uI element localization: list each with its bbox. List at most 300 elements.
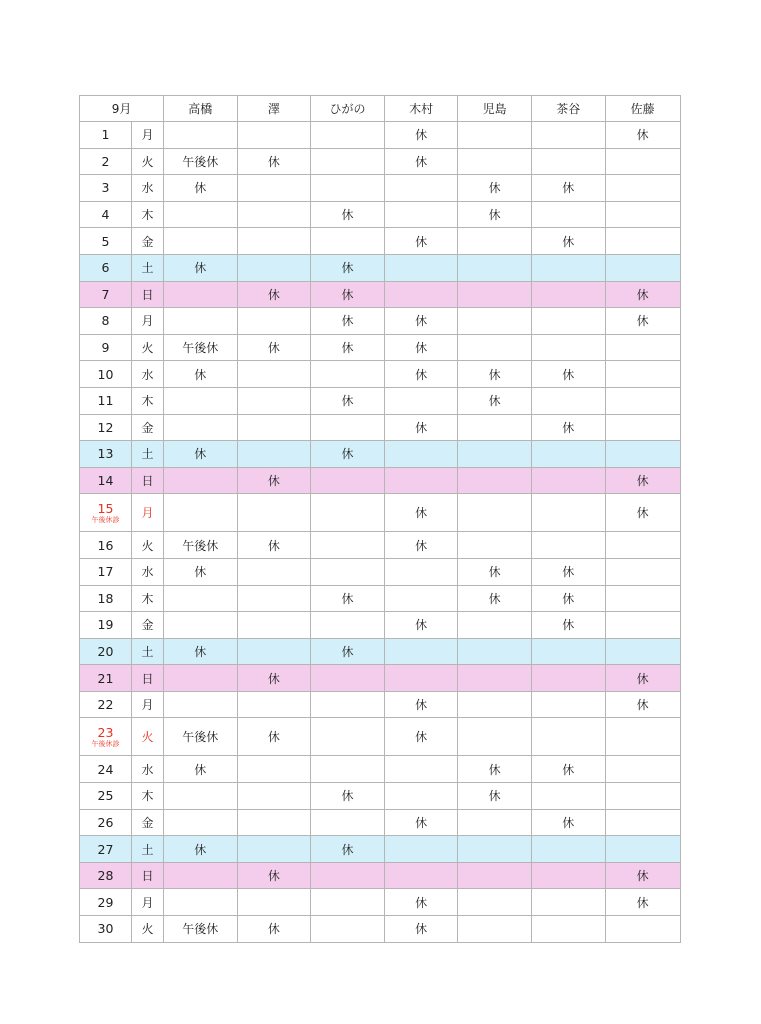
weekday-cell: 月 <box>132 889 164 916</box>
status-cell: 午後休 <box>164 916 238 943</box>
status-cell: 休 <box>237 532 311 559</box>
status-cell: 休 <box>311 308 385 335</box>
status-cell <box>237 809 311 836</box>
status-cell <box>605 756 680 783</box>
day-cell <box>80 334 132 361</box>
schedule-row <box>80 308 681 335</box>
schedule-row <box>80 889 681 916</box>
status-cell <box>458 889 532 916</box>
weekday-cell: 日 <box>132 467 164 494</box>
day-number: 16 <box>97 537 114 553</box>
status-cell <box>605 718 680 756</box>
status-cell <box>605 612 680 639</box>
status-cell <box>164 494 238 532</box>
weekday-cell: 火 <box>132 334 164 361</box>
weekday-cell: 月 <box>132 494 164 532</box>
status-cell <box>605 585 680 612</box>
status-cell <box>458 836 532 863</box>
day-cell <box>80 532 132 559</box>
schedule-row <box>80 756 681 783</box>
status-cell <box>531 691 605 718</box>
status-cell <box>531 718 605 756</box>
schedule-body <box>80 122 681 943</box>
status-cell <box>311 494 385 532</box>
day-number: 29 <box>97 894 114 910</box>
status-cell: 休 <box>164 175 238 202</box>
status-cell <box>164 201 238 228</box>
status-cell <box>531 862 605 889</box>
status-cell <box>605 836 680 863</box>
status-cell <box>237 254 311 281</box>
status-cell: 午後休 <box>164 718 238 756</box>
status-cell <box>164 783 238 810</box>
status-cell <box>384 665 458 692</box>
day-number: 2 <box>101 153 110 169</box>
weekday-cell: 火 <box>132 148 164 175</box>
status-cell <box>311 665 385 692</box>
staff-header: 茶谷 <box>531 96 605 122</box>
weekday-cell: 土 <box>132 638 164 665</box>
status-cell <box>531 334 605 361</box>
staff-header: 高橋 <box>164 96 238 122</box>
schedule-row <box>80 494 681 532</box>
status-cell: 休 <box>531 414 605 441</box>
status-cell <box>237 691 311 718</box>
weekday-cell: 月 <box>132 308 164 335</box>
day-number: 3 <box>101 180 110 196</box>
status-cell <box>531 889 605 916</box>
status-cell <box>458 916 532 943</box>
status-cell: 休 <box>384 889 458 916</box>
day-cell <box>80 228 132 255</box>
status-cell <box>458 809 532 836</box>
day-cell <box>80 414 132 441</box>
status-cell: 休 <box>458 558 532 585</box>
day-number: 26 <box>97 814 114 830</box>
status-cell: 休 <box>237 916 311 943</box>
day-number: 9 <box>101 340 110 356</box>
schedule-row <box>80 228 681 255</box>
status-cell: 休 <box>458 175 532 202</box>
schedule-row <box>80 201 681 228</box>
status-cell <box>531 836 605 863</box>
status-cell <box>531 441 605 468</box>
status-cell: 休 <box>311 281 385 308</box>
status-cell <box>605 387 680 414</box>
status-cell <box>164 281 238 308</box>
day-number: 10 <box>97 366 114 382</box>
day-cell <box>80 691 132 718</box>
status-cell <box>605 254 680 281</box>
status-cell <box>605 148 680 175</box>
status-cell: 午後休 <box>164 532 238 559</box>
status-cell <box>531 467 605 494</box>
status-cell: 休 <box>384 228 458 255</box>
status-cell <box>164 585 238 612</box>
status-cell: 休 <box>605 889 680 916</box>
day-cell <box>80 201 132 228</box>
day-number: 11 <box>97 393 114 409</box>
status-cell: 休 <box>605 122 680 149</box>
status-cell: 休 <box>384 414 458 441</box>
schedule-row <box>80 175 681 202</box>
status-cell <box>311 612 385 639</box>
status-cell <box>531 122 605 149</box>
status-cell <box>237 638 311 665</box>
day-cell <box>80 441 132 468</box>
status-cell: 休 <box>237 665 311 692</box>
status-cell: 休 <box>311 836 385 863</box>
status-cell: 休 <box>237 148 311 175</box>
status-cell: 休 <box>531 809 605 836</box>
staff-header: 木村 <box>384 96 458 122</box>
status-cell: 休 <box>605 467 680 494</box>
status-cell <box>237 494 311 532</box>
schedule-row <box>80 122 681 149</box>
status-cell: 休 <box>531 228 605 255</box>
day-number: 23 <box>97 724 114 740</box>
status-cell <box>605 201 680 228</box>
status-cell <box>605 916 680 943</box>
schedule-row <box>80 612 681 639</box>
status-cell <box>384 201 458 228</box>
day-cell <box>80 387 132 414</box>
status-cell <box>384 836 458 863</box>
day-cell <box>80 862 132 889</box>
day-number: 14 <box>97 473 114 489</box>
day-number: 24 <box>97 761 114 777</box>
status-cell: 休 <box>311 387 385 414</box>
status-cell <box>531 148 605 175</box>
status-cell: 休 <box>311 783 385 810</box>
status-cell: 休 <box>458 387 532 414</box>
status-cell <box>311 916 385 943</box>
status-cell <box>237 414 311 441</box>
status-cell: 休 <box>164 638 238 665</box>
status-cell <box>458 334 532 361</box>
weekday-cell: 日 <box>132 665 164 692</box>
status-cell <box>384 281 458 308</box>
header-row <box>80 96 681 122</box>
day-cell <box>80 254 132 281</box>
day-number: 7 <box>101 286 110 302</box>
day-number: 12 <box>97 419 114 435</box>
status-cell <box>237 558 311 585</box>
status-cell <box>237 756 311 783</box>
status-cell <box>531 638 605 665</box>
status-cell <box>164 665 238 692</box>
schedule-row <box>80 558 681 585</box>
schedule-row <box>80 862 681 889</box>
status-cell: 休 <box>384 361 458 388</box>
weekday-cell: 水 <box>132 756 164 783</box>
weekday-cell: 火 <box>132 532 164 559</box>
status-cell <box>237 783 311 810</box>
day-note: 午後休診 <box>91 739 120 748</box>
day-cell <box>80 638 132 665</box>
schedule-row <box>80 414 681 441</box>
status-cell <box>384 467 458 494</box>
status-cell <box>458 718 532 756</box>
status-cell: 休 <box>384 308 458 335</box>
status-cell <box>605 558 680 585</box>
status-cell <box>311 467 385 494</box>
status-cell <box>237 122 311 149</box>
day-cell <box>80 836 132 863</box>
day-cell <box>80 175 132 202</box>
schedule-row <box>80 585 681 612</box>
status-cell <box>531 308 605 335</box>
day-cell <box>80 718 132 756</box>
status-cell <box>384 558 458 585</box>
status-cell <box>605 334 680 361</box>
status-cell: 休 <box>384 718 458 756</box>
status-cell: 休 <box>311 201 385 228</box>
status-cell <box>458 148 532 175</box>
status-cell: 休 <box>531 612 605 639</box>
status-cell <box>605 638 680 665</box>
status-cell: 休 <box>458 361 532 388</box>
status-cell: 休 <box>384 916 458 943</box>
weekday-cell: 日 <box>132 281 164 308</box>
status-cell <box>605 441 680 468</box>
status-cell: 午後休 <box>164 334 238 361</box>
day-number: 15 <box>97 500 114 516</box>
status-cell: 休 <box>311 254 385 281</box>
status-cell: 休 <box>164 441 238 468</box>
day-number: 4 <box>101 207 110 223</box>
status-cell <box>237 308 311 335</box>
day-number: 8 <box>101 313 110 329</box>
day-cell <box>80 612 132 639</box>
status-cell: 休 <box>311 334 385 361</box>
status-cell <box>311 175 385 202</box>
schedule-row <box>80 783 681 810</box>
day-cell <box>80 783 132 810</box>
schedule-row <box>80 638 681 665</box>
status-cell: 休 <box>531 756 605 783</box>
weekday-cell: 水 <box>132 558 164 585</box>
weekday-cell: 水 <box>132 361 164 388</box>
status-cell <box>531 281 605 308</box>
status-cell: 休 <box>311 638 385 665</box>
day-cell <box>80 308 132 335</box>
status-cell <box>458 122 532 149</box>
status-cell <box>237 889 311 916</box>
status-cell <box>384 387 458 414</box>
status-cell <box>384 783 458 810</box>
status-cell <box>311 414 385 441</box>
status-cell <box>458 612 532 639</box>
day-number: 28 <box>97 868 114 884</box>
status-cell <box>458 691 532 718</box>
weekday-cell: 木 <box>132 585 164 612</box>
day-cell <box>80 361 132 388</box>
day-number: 5 <box>101 233 110 249</box>
status-cell: 休 <box>164 254 238 281</box>
weekday-cell: 木 <box>132 783 164 810</box>
status-cell: 休 <box>237 334 311 361</box>
staff-header: 澤 <box>237 96 311 122</box>
status-cell: 休 <box>605 862 680 889</box>
month-header: 9月 <box>80 96 164 122</box>
weekday-cell: 月 <box>132 691 164 718</box>
status-cell <box>605 809 680 836</box>
status-cell <box>384 638 458 665</box>
status-cell: 休 <box>605 308 680 335</box>
status-cell <box>531 494 605 532</box>
status-cell <box>384 585 458 612</box>
status-cell <box>605 175 680 202</box>
status-cell <box>164 862 238 889</box>
staff-header: 佐藤 <box>605 96 680 122</box>
day-number: 19 <box>97 617 114 633</box>
status-cell <box>237 585 311 612</box>
day-cell <box>80 558 132 585</box>
status-cell <box>237 441 311 468</box>
day-cell <box>80 585 132 612</box>
status-cell <box>605 783 680 810</box>
day-cell <box>80 122 132 149</box>
status-cell: 休 <box>531 585 605 612</box>
day-cell <box>80 916 132 943</box>
status-cell: 休 <box>605 494 680 532</box>
status-cell <box>531 665 605 692</box>
weekday-cell: 木 <box>132 201 164 228</box>
day-cell <box>80 665 132 692</box>
status-cell <box>458 228 532 255</box>
schedule-row <box>80 916 681 943</box>
day-number: 20 <box>97 643 114 659</box>
status-cell: 休 <box>384 809 458 836</box>
status-cell: 休 <box>384 334 458 361</box>
status-cell <box>384 254 458 281</box>
status-cell: 休 <box>605 281 680 308</box>
day-cell <box>80 148 132 175</box>
status-cell: 休 <box>311 585 385 612</box>
status-cell: 休 <box>384 691 458 718</box>
schedule-row <box>80 281 681 308</box>
status-cell <box>164 809 238 836</box>
status-cell <box>237 387 311 414</box>
day-cell <box>80 889 132 916</box>
status-cell: 休 <box>237 467 311 494</box>
schedule-row <box>80 148 681 175</box>
status-cell <box>458 308 532 335</box>
status-cell <box>311 756 385 783</box>
status-cell: 休 <box>164 756 238 783</box>
weekday-cell: 金 <box>132 228 164 255</box>
status-cell <box>164 228 238 255</box>
status-cell <box>311 148 385 175</box>
weekday-cell: 木 <box>132 387 164 414</box>
day-number: 17 <box>97 564 114 580</box>
status-cell <box>237 228 311 255</box>
status-cell <box>237 175 311 202</box>
day-number: 22 <box>97 697 114 713</box>
schedule-row <box>80 809 681 836</box>
status-cell <box>164 308 238 335</box>
status-cell <box>311 532 385 559</box>
status-cell <box>311 228 385 255</box>
status-cell: 休 <box>531 175 605 202</box>
schedule-row <box>80 387 681 414</box>
status-cell <box>605 361 680 388</box>
weekday-cell: 金 <box>132 809 164 836</box>
status-cell <box>531 783 605 810</box>
weekday-cell: 月 <box>132 122 164 149</box>
status-cell: 午後休 <box>164 148 238 175</box>
day-note: 午後休診 <box>91 515 120 524</box>
status-cell <box>164 414 238 441</box>
status-cell <box>311 691 385 718</box>
status-cell <box>237 836 311 863</box>
status-cell <box>458 665 532 692</box>
day-number: 27 <box>97 841 114 857</box>
status-cell: 休 <box>164 558 238 585</box>
status-cell <box>164 612 238 639</box>
status-cell: 休 <box>458 201 532 228</box>
status-cell <box>458 467 532 494</box>
status-cell <box>531 387 605 414</box>
status-cell <box>605 532 680 559</box>
status-cell <box>458 254 532 281</box>
status-cell <box>531 201 605 228</box>
status-cell <box>311 889 385 916</box>
status-cell <box>605 414 680 441</box>
schedule-table <box>79 95 681 943</box>
schedule-row <box>80 334 681 361</box>
status-cell <box>164 387 238 414</box>
status-cell <box>531 916 605 943</box>
status-cell <box>311 862 385 889</box>
status-cell: 休 <box>384 612 458 639</box>
status-cell: 休 <box>458 783 532 810</box>
status-cell <box>311 558 385 585</box>
weekday-cell: 土 <box>132 254 164 281</box>
day-cell <box>80 756 132 783</box>
status-cell: 休 <box>237 862 311 889</box>
status-cell <box>311 718 385 756</box>
weekday-cell: 土 <box>132 441 164 468</box>
schedule-row <box>80 441 681 468</box>
schedule-row <box>80 254 681 281</box>
status-cell <box>458 862 532 889</box>
status-cell <box>458 281 532 308</box>
day-number: 1 <box>101 127 110 143</box>
status-cell <box>458 494 532 532</box>
schedule-row <box>80 532 681 559</box>
weekday-cell: 土 <box>132 836 164 863</box>
status-cell: 休 <box>384 148 458 175</box>
status-cell: 休 <box>311 441 385 468</box>
status-cell <box>311 361 385 388</box>
status-cell <box>164 691 238 718</box>
status-cell: 休 <box>237 718 311 756</box>
status-cell <box>237 361 311 388</box>
status-cell <box>164 889 238 916</box>
status-cell <box>164 467 238 494</box>
status-cell <box>384 862 458 889</box>
weekday-cell: 水 <box>132 175 164 202</box>
day-number: 21 <box>97 670 114 686</box>
status-cell: 休 <box>531 361 605 388</box>
status-cell: 休 <box>237 281 311 308</box>
status-cell <box>237 612 311 639</box>
status-cell <box>384 441 458 468</box>
staff-header: ひがの <box>311 96 385 122</box>
day-cell <box>80 281 132 308</box>
